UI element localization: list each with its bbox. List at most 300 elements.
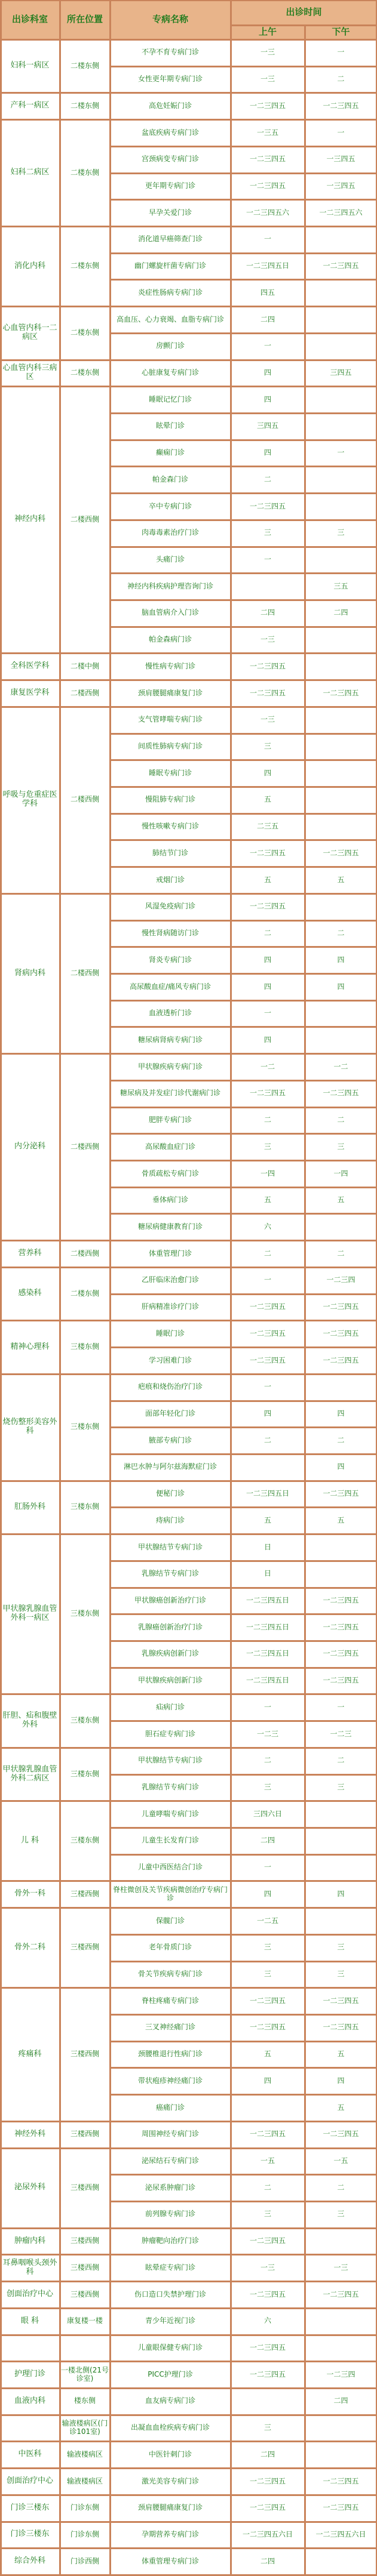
am-schedule-cell bbox=[231, 2094, 305, 2121]
pm-schedule-cell: 一二三四五 bbox=[323, 848, 359, 857]
pm-schedule-cell: 一 bbox=[337, 1702, 345, 1711]
grid-line bbox=[110, 252, 377, 254]
dept-cell: 感染科 bbox=[18, 1289, 42, 1298]
dept-cell: 呼吸与危重症医学科 bbox=[2, 790, 57, 809]
am-schedule-cell: 五 bbox=[263, 875, 271, 884]
pm-schedule-cell: 三 bbox=[337, 528, 345, 537]
clinic-name-cell: 睡眠记忆门诊 bbox=[148, 395, 192, 403]
dept-cell: 内分泌科 bbox=[14, 1142, 45, 1151]
pm-schedule-cell: 一三四五 bbox=[326, 155, 355, 164]
pm-schedule-cell bbox=[305, 1027, 377, 1053]
grid-line bbox=[0, 679, 377, 681]
clinic-name-cell: 帕金森门诊 bbox=[152, 474, 188, 483]
grid-line bbox=[110, 1160, 377, 1161]
dept-cell: 消化内科 bbox=[14, 261, 45, 270]
pm-schedule-cell: 二 bbox=[337, 1249, 345, 1258]
clinic-name-cell: 肾炎专病门诊 bbox=[148, 955, 192, 964]
am-schedule-cell: 六 bbox=[263, 1222, 271, 1231]
clinic-name-cell: 慢性病专病门诊 bbox=[145, 661, 195, 670]
grid-line bbox=[110, 492, 377, 494]
grid-line bbox=[0, 2467, 377, 2469]
am-schedule-cell: 五 bbox=[263, 1515, 271, 1524]
clinic-name-cell: 不孕不育专病门诊 bbox=[141, 48, 199, 57]
grid-line bbox=[110, 626, 377, 628]
pm-schedule-cell bbox=[305, 2441, 377, 2468]
pm-schedule-cell bbox=[305, 1828, 377, 1854]
clinic-name-cell: 泌尿结石专病门诊 bbox=[141, 2156, 199, 2165]
pm-schedule-cell: 一二三四五 bbox=[323, 261, 359, 270]
location-cell: 输液楼病区 bbox=[66, 2476, 103, 2485]
clinic-name-cell: 眩晕症专病门诊 bbox=[145, 2263, 195, 2272]
grid-line bbox=[110, 1453, 377, 1455]
clinic-name-cell: 脑血管病介入门诊 bbox=[141, 608, 199, 617]
grid-line bbox=[0, 306, 377, 307]
grid-line bbox=[110, 1213, 377, 1215]
dept-cell: 综合外科 bbox=[14, 2556, 45, 2566]
clinic-name-cell: 心脏康复专病门诊 bbox=[141, 368, 199, 377]
pm-schedule-cell: 一二三四 bbox=[326, 2369, 355, 2378]
grid-line bbox=[304, 25, 306, 2575]
am-schedule-cell: 三 bbox=[263, 2423, 271, 2432]
grid-line bbox=[0, 386, 377, 387]
am-schedule-cell: 五 bbox=[263, 2050, 271, 2059]
pm-schedule-cell: 三 bbox=[337, 1782, 345, 1791]
location-cell: 二楼东侧 bbox=[70, 101, 99, 110]
clinic-name-cell: 宫颈病变专病门诊 bbox=[141, 155, 199, 164]
pm-schedule-cell: 二 bbox=[337, 2183, 345, 2192]
grid-line bbox=[0, 1533, 377, 1535]
grid-line bbox=[0, 2227, 377, 2229]
header-dept: 出诊科室 bbox=[0, 0, 60, 39]
grid-line bbox=[110, 572, 377, 574]
pm-schedule-cell bbox=[305, 2415, 377, 2442]
clinic-name-cell: 儿童哮喘专病门诊 bbox=[141, 1809, 199, 1818]
pm-schedule-cell bbox=[305, 787, 377, 814]
location-cell: 二楼西侧 bbox=[70, 969, 99, 978]
pm-schedule-cell bbox=[305, 386, 377, 413]
location-cell: 楼东侧 bbox=[73, 2396, 96, 2405]
grid-line bbox=[110, 412, 377, 414]
grid-line bbox=[110, 1560, 377, 1562]
am-schedule-cell: 一二三四五日 bbox=[246, 1622, 289, 1631]
am-schedule-cell: 二四 bbox=[260, 1836, 275, 1845]
pm-schedule-cell bbox=[305, 1534, 377, 1561]
grid-line bbox=[110, 866, 377, 868]
location-cell: 二楼东侧 bbox=[70, 168, 99, 177]
location-cell: 三楼东侧 bbox=[70, 1836, 99, 1845]
pm-schedule-cell: 三 bbox=[337, 1969, 345, 1978]
grid-line bbox=[0, 226, 377, 227]
clinic-name-cell: 风湿免疫病门诊 bbox=[145, 902, 195, 911]
grid-line bbox=[110, 1293, 377, 1295]
dept-cell: 创面治疗中心 bbox=[6, 2290, 53, 2298]
pm-schedule-cell: 一四 bbox=[333, 1169, 348, 1178]
clinic-name-cell: 甲状腺疾病专病门诊 bbox=[137, 1062, 203, 1071]
clinic-name-cell: 儿童中西医结合门诊 bbox=[137, 1863, 203, 1872]
pm-schedule-cell bbox=[305, 2228, 377, 2255]
grid-line bbox=[110, 2014, 377, 2016]
location-cell: 二楼西侧 bbox=[70, 1142, 99, 1151]
pm-schedule-cell: 五 bbox=[337, 1195, 345, 1204]
dept-cell: 肝胆、疝和腹壁外科 bbox=[2, 1711, 57, 1730]
pm-schedule-cell bbox=[305, 1213, 377, 1240]
location-cell: 三楼东侧 bbox=[70, 1716, 99, 1725]
location-cell: 二楼东侧 bbox=[70, 261, 99, 270]
grid-line bbox=[0, 2521, 377, 2523]
pm-schedule-cell: 一二三四五 bbox=[323, 1302, 359, 1311]
clinic-name-cell: 胆石症专病门诊 bbox=[145, 1729, 195, 1738]
am-schedule-cell: 一二三四五日 bbox=[246, 1649, 289, 1658]
pm-schedule-cell: 五 bbox=[337, 2103, 345, 2112]
pm-schedule-cell: 四 bbox=[337, 1889, 345, 1898]
dept-cell: 血液内科 bbox=[14, 2396, 45, 2405]
pm-schedule-cell: 五 bbox=[337, 2050, 345, 2059]
location-cell: 三楼东侧 bbox=[70, 1609, 99, 1618]
pm-schedule-cell: 一 bbox=[337, 48, 345, 57]
grid-line bbox=[0, 2147, 377, 2149]
clinic-name-cell: 糖尿病及并发症门诊代谢病门诊 bbox=[119, 1089, 220, 1098]
am-schedule-cell: 二 bbox=[263, 1116, 271, 1124]
clinic-name-cell: 消化道早癌筛查门诊 bbox=[137, 235, 203, 244]
clinic-name-cell: 疤痕和烧伤治疗门诊 bbox=[137, 1382, 203, 1391]
location-cell: 二楼西侧 bbox=[70, 514, 99, 523]
pm-schedule-cell: 五 bbox=[337, 1515, 345, 1524]
clinic-name-cell: 肥胖专病门诊 bbox=[148, 1116, 192, 1124]
grid-line bbox=[0, 2121, 377, 2122]
grid-line bbox=[0, 119, 377, 121]
dept-cell: 泌尿外科 bbox=[14, 2183, 45, 2192]
grid-line bbox=[59, 0, 61, 2575]
location-cell: 康复楼一楼 bbox=[66, 2316, 103, 2325]
am-schedule-cell: 一二三四五 bbox=[249, 2503, 286, 2512]
clinic-name-cell: 颈腰椎退行性病门诊 bbox=[137, 2050, 203, 2059]
pm-schedule-cell bbox=[305, 493, 377, 520]
pm-schedule-cell bbox=[305, 1374, 377, 1401]
grid-line bbox=[110, 599, 377, 601]
location-cell: 门诊东侧 bbox=[70, 2530, 99, 2539]
pm-schedule-cell: 一二三四五 bbox=[323, 2503, 359, 2512]
clinic-name-cell: 支气管哮喘专病门诊 bbox=[137, 715, 203, 724]
pm-schedule-cell: 一二三四五 bbox=[323, 1622, 359, 1631]
grid-line bbox=[0, 1880, 377, 1882]
header-time: 出诊时间 bbox=[231, 0, 377, 25]
am-schedule-cell: 二四 bbox=[260, 2556, 275, 2565]
am-schedule-cell: 三 bbox=[263, 742, 271, 751]
clinic-name-cell: 糖尿病肾病专病门诊 bbox=[137, 1035, 203, 1044]
clinic-name-cell: 睡眠专病门诊 bbox=[148, 768, 192, 777]
am-schedule-cell: 三 bbox=[263, 1943, 271, 1952]
location-cell: 三楼西侧 bbox=[70, 2050, 99, 2059]
am-schedule-cell: 一三 bbox=[260, 2263, 275, 2272]
clinic-name-cell: 疝病门诊 bbox=[155, 1702, 185, 1711]
grid-line bbox=[0, 2307, 377, 2309]
grid-line bbox=[110, 2201, 377, 2202]
am-schedule-cell: 一 bbox=[263, 341, 271, 350]
pm-schedule-cell: 一二三四五 bbox=[323, 1329, 359, 1338]
header-clinic: 专病名称 bbox=[110, 0, 231, 39]
clinic-name-cell: 老年骨质门诊 bbox=[148, 1943, 192, 1952]
grid-line bbox=[0, 1240, 377, 1241]
pm-schedule-cell: 一二三四五六日 bbox=[315, 2530, 366, 2539]
pm-schedule-cell: 三五 bbox=[333, 581, 348, 590]
clinic-name-cell: 周围神经专病门诊 bbox=[141, 2130, 199, 2139]
grid-line bbox=[110, 1720, 377, 1722]
pm-schedule-cell bbox=[305, 306, 377, 333]
am-schedule-cell: 四 bbox=[263, 1409, 271, 1418]
clinic-name-cell: 女性更年期专病门诊 bbox=[137, 75, 203, 84]
am-schedule-cell: 一二三四五 bbox=[249, 101, 286, 110]
dept-cell: 儿 科 bbox=[20, 1835, 39, 1845]
pm-schedule-cell: 一 bbox=[337, 448, 345, 457]
am-schedule-cell: 四五 bbox=[260, 288, 275, 297]
grid-line bbox=[110, 332, 377, 334]
grid-line bbox=[0, 2254, 377, 2255]
location-cell: 三楼西侧 bbox=[70, 2236, 99, 2245]
clinic-name-cell: 孕期营养专病门诊 bbox=[141, 2530, 199, 2539]
grid-line bbox=[110, 839, 377, 841]
clinic-name-cell: PICC护理门诊 bbox=[148, 2369, 193, 2378]
dept-cell: 心血管内科一二病区 bbox=[2, 323, 57, 341]
pm-schedule-cell: 一二三四五六 bbox=[319, 208, 363, 217]
grid-line bbox=[0, 1053, 377, 1055]
grid-line bbox=[110, 1667, 377, 1669]
grid-line bbox=[110, 1346, 377, 1348]
am-schedule-cell: 一二三四五日 bbox=[246, 1676, 289, 1685]
am-schedule-cell bbox=[231, 2388, 305, 2415]
pm-schedule-cell: 一二三四五 bbox=[323, 1649, 359, 1658]
clinic-name-cell: 间质性肺病专病门诊 bbox=[137, 742, 203, 751]
grid-line bbox=[110, 1133, 377, 1135]
pm-schedule-cell bbox=[305, 2308, 377, 2335]
clinic-name-cell: 保髋门诊 bbox=[155, 1916, 185, 1925]
grid-line bbox=[110, 546, 377, 548]
am-schedule-cell: 一二三四五 bbox=[249, 2130, 286, 2139]
dept-cell: 产科一病区 bbox=[10, 101, 50, 110]
pm-schedule-cell: 一二三四五 bbox=[323, 2023, 359, 2032]
clinic-name-cell: 儿童生长发育门诊 bbox=[141, 1836, 199, 1845]
pm-schedule-cell: 五 bbox=[337, 875, 345, 884]
pm-schedule-cell: 一二三四五 bbox=[323, 688, 359, 697]
location-cell: 三楼西侧 bbox=[70, 1943, 99, 1952]
am-schedule-cell: 四 bbox=[263, 448, 271, 457]
dept-cell: 耳鼻咽喉头颈外科 bbox=[2, 2258, 57, 2276]
dept-cell: 骨外一科 bbox=[14, 1889, 45, 1899]
grid-line bbox=[0, 0, 2, 2575]
am-schedule-cell: 二 bbox=[263, 474, 271, 483]
grid-line bbox=[0, 1693, 377, 1695]
clinic-name-cell: 三叉神经痛门诊 bbox=[145, 2023, 195, 2032]
clinic-name-cell: 头痛门诊 bbox=[155, 555, 185, 564]
pm-schedule-cell: 三 bbox=[337, 1943, 345, 1952]
clinic-name-cell: 高血压、心力衰竭、血脂专病门诊 bbox=[116, 315, 224, 323]
dept-cell: 门诊三楼东 bbox=[10, 2529, 50, 2539]
grid-line bbox=[0, 2547, 377, 2549]
grid-line bbox=[0, 2494, 377, 2496]
clinic-name-cell: 体重管理门诊 bbox=[148, 1249, 192, 1258]
pm-schedule-cell bbox=[305, 627, 377, 654]
dept-cell: 中医科 bbox=[18, 2449, 42, 2459]
grid-line bbox=[110, 759, 377, 761]
clinic-name-cell: 脊柱微创及关节疾病微创治疗专病门诊 bbox=[112, 1885, 228, 1902]
pm-schedule-cell bbox=[305, 893, 377, 920]
clinic-name-cell: 早孕关爱门诊 bbox=[148, 208, 192, 217]
am-schedule-cell: 六 bbox=[263, 2316, 271, 2325]
clinic-name-cell: 学习困难门诊 bbox=[148, 1355, 192, 1364]
am-schedule-cell: 四 bbox=[263, 1035, 271, 1044]
location-cell: 二楼西侧 bbox=[70, 1249, 99, 1258]
pm-schedule-cell: 一二三四五 bbox=[323, 1996, 359, 2005]
am-schedule-cell: 一 bbox=[263, 235, 271, 244]
clinic-name-cell: 戒烟门诊 bbox=[155, 875, 185, 884]
am-schedule-cell: 一二三四五 bbox=[249, 1089, 286, 1098]
dept-cell: 心血管内科三病区 bbox=[2, 363, 57, 381]
location-cell bbox=[60, 2335, 110, 2362]
grid-line bbox=[110, 466, 377, 467]
grid-line bbox=[0, 1800, 377, 1802]
clinic-name-cell: 痔病门诊 bbox=[155, 1515, 185, 1524]
am-schedule-cell: 二三五 bbox=[256, 822, 278, 831]
am-schedule-cell bbox=[231, 1454, 305, 1481]
clinic-name-cell: 神经内科疾病护理咨询门诊 bbox=[127, 581, 213, 590]
am-schedule-cell: 五 bbox=[263, 795, 271, 804]
location-cell: 三楼东侧 bbox=[70, 1502, 99, 1511]
am-schedule-cell: 三 bbox=[263, 1782, 271, 1791]
dept-cell: 肛肠外科 bbox=[14, 1502, 45, 1511]
am-schedule-cell: 二四 bbox=[260, 2449, 275, 2458]
location-cell: 三楼东侧 bbox=[70, 1422, 99, 1431]
grid-line bbox=[0, 893, 377, 895]
grid-line bbox=[0, 706, 377, 708]
clinic-name-cell: 带状疱疹神经痛门诊 bbox=[137, 2076, 203, 2085]
am-schedule-cell: 一 bbox=[263, 1863, 271, 1872]
clinic-name-cell: 骨质疏松专病门诊 bbox=[141, 1169, 199, 1178]
clinic-name-cell: 炎症性肠病专病门诊 bbox=[137, 288, 203, 297]
pm-schedule-cell bbox=[305, 413, 377, 440]
pm-schedule-cell: 四 bbox=[337, 1409, 345, 1418]
am-schedule-cell: 一二三四五日 bbox=[246, 261, 289, 270]
am-schedule-cell: 四 bbox=[263, 2076, 271, 2085]
grid-line bbox=[0, 2387, 377, 2389]
clinic-name-cell: 乙肝临床治愈门诊 bbox=[141, 1275, 199, 1284]
am-schedule-cell: 三四五 bbox=[256, 421, 278, 430]
location-cell: 二楼中侧 bbox=[70, 661, 99, 670]
clinic-name-cell: 肿瘤靶向治疗门诊 bbox=[141, 2236, 199, 2245]
grid-line bbox=[230, 0, 232, 2575]
am-schedule-cell: 二四 bbox=[260, 608, 275, 617]
am-schedule-cell: 一二三四五 bbox=[249, 2023, 286, 2032]
grid-line bbox=[109, 0, 111, 2575]
grid-line bbox=[110, 146, 377, 147]
grid-line bbox=[110, 1426, 377, 1428]
am-schedule-cell: 五 bbox=[263, 1195, 271, 1204]
am-schedule-cell: 一二三四五日 bbox=[246, 1595, 289, 1604]
pm-schedule-cell: 一二三四五 bbox=[323, 1089, 359, 1098]
clinic-name-cell: 乳腺癌创新治疗门诊 bbox=[137, 1622, 203, 1631]
dept-cell: 康复医学科 bbox=[10, 688, 50, 698]
pm-schedule-cell: 一二三四五 bbox=[323, 2476, 359, 2485]
clinic-name-cell: 便秘门诊 bbox=[155, 1489, 185, 1498]
pm-schedule-cell bbox=[305, 734, 377, 760]
pm-schedule-cell bbox=[305, 1000, 377, 1027]
am-schedule-cell: 一二三四五 bbox=[249, 848, 286, 857]
am-schedule-cell: 一二三四五 bbox=[249, 2369, 286, 2378]
grid-line bbox=[110, 1934, 377, 1936]
clinic-name-cell: 乳腺结节专病门诊 bbox=[141, 1569, 199, 1578]
am-schedule-cell: 一二三四五 bbox=[249, 181, 286, 190]
clinic-name-cell: 甲状腺结节专病门诊 bbox=[137, 1542, 203, 1551]
dept-cell: 妇科二病区 bbox=[10, 168, 50, 177]
dept-cell: 神经内科 bbox=[14, 514, 45, 524]
grid-line bbox=[110, 2174, 377, 2176]
pm-schedule-cell bbox=[305, 466, 377, 493]
grid-line bbox=[110, 1080, 377, 1081]
clinic-name-cell: 慢阻肺专病门诊 bbox=[145, 795, 195, 804]
pm-schedule-cell bbox=[305, 226, 377, 253]
dept-cell bbox=[0, 2335, 60, 2362]
location-cell: 二楼东侧 bbox=[70, 368, 99, 377]
pm-schedule-cell: 二 bbox=[337, 1435, 345, 1444]
grid-line bbox=[110, 1613, 377, 1615]
location-cell: 输液楼病区(门诊101室) bbox=[62, 2419, 108, 2436]
header-location: 所在位置 bbox=[60, 0, 110, 39]
grid-line bbox=[0, 2441, 377, 2442]
pm-schedule-cell bbox=[305, 279, 377, 306]
am-schedule-cell: 一三 bbox=[260, 715, 275, 724]
grid-line bbox=[110, 1187, 377, 1188]
clinic-name-cell: 泌尿系肿瘤门诊 bbox=[145, 2183, 195, 2192]
grid-line bbox=[0, 1267, 377, 1268]
am-schedule-cell: 一二三四五六 bbox=[246, 208, 289, 217]
am-schedule-cell: 一二五 bbox=[256, 1916, 278, 1925]
clinic-name-cell: 体重管理专病门诊 bbox=[141, 2556, 199, 2565]
grid-line bbox=[0, 1987, 377, 1989]
am-schedule-cell: 四 bbox=[263, 955, 271, 964]
grid-line bbox=[110, 1961, 377, 1962]
grid-line bbox=[110, 1107, 377, 1108]
location-cell: 二楼东侧 bbox=[70, 1289, 99, 1298]
grid-line bbox=[110, 1587, 377, 1589]
pm-schedule-cell: 一二三四五 bbox=[323, 101, 359, 110]
am-schedule-cell: 三 bbox=[263, 2210, 271, 2218]
clinic-name-cell: 骨关节疾病专病门诊 bbox=[137, 1969, 203, 1978]
dept-cell: 甲状腺乳腺血管外科二病区 bbox=[2, 1764, 57, 1783]
grid-line bbox=[110, 439, 377, 441]
clinic-name-cell: 房颤门诊 bbox=[155, 341, 185, 350]
clinic-name-cell: 甲状腺结节专病门诊 bbox=[137, 1756, 203, 1765]
dept-cell: 骨外二科 bbox=[14, 1942, 45, 1952]
dept-cell: 神经外科 bbox=[14, 2129, 45, 2139]
clinic-name-cell: 帕金森病门诊 bbox=[148, 635, 192, 644]
am-schedule-cell: 一二三四五 bbox=[249, 902, 286, 911]
clinic-name-cell: 癫痫门诊 bbox=[155, 448, 185, 457]
clinic-name-cell: 更年期专病门诊 bbox=[145, 181, 195, 190]
grid-line bbox=[110, 946, 377, 948]
dept-cell: 门诊三楼东 bbox=[10, 2503, 50, 2512]
am-schedule-cell: 一 bbox=[263, 1275, 271, 1284]
clinic-name-cell: 肉毒毒素治疗门诊 bbox=[141, 528, 199, 537]
grid-line bbox=[110, 1026, 377, 1028]
grid-line bbox=[110, 2094, 377, 2096]
grid-line bbox=[0, 2361, 377, 2362]
pm-schedule-cell: 三 bbox=[337, 1142, 345, 1151]
clinic-name-cell: 眩晕门诊 bbox=[155, 421, 185, 430]
clinic-name-cell: 儿童眼保健专病门诊 bbox=[137, 2343, 203, 2352]
grid-line bbox=[0, 2414, 377, 2416]
pm-schedule-cell bbox=[305, 814, 377, 840]
am-schedule-cell: 一三五 bbox=[256, 128, 278, 137]
grid-line bbox=[110, 279, 377, 281]
am-schedule-cell: 一二三四五 bbox=[249, 2343, 286, 2352]
